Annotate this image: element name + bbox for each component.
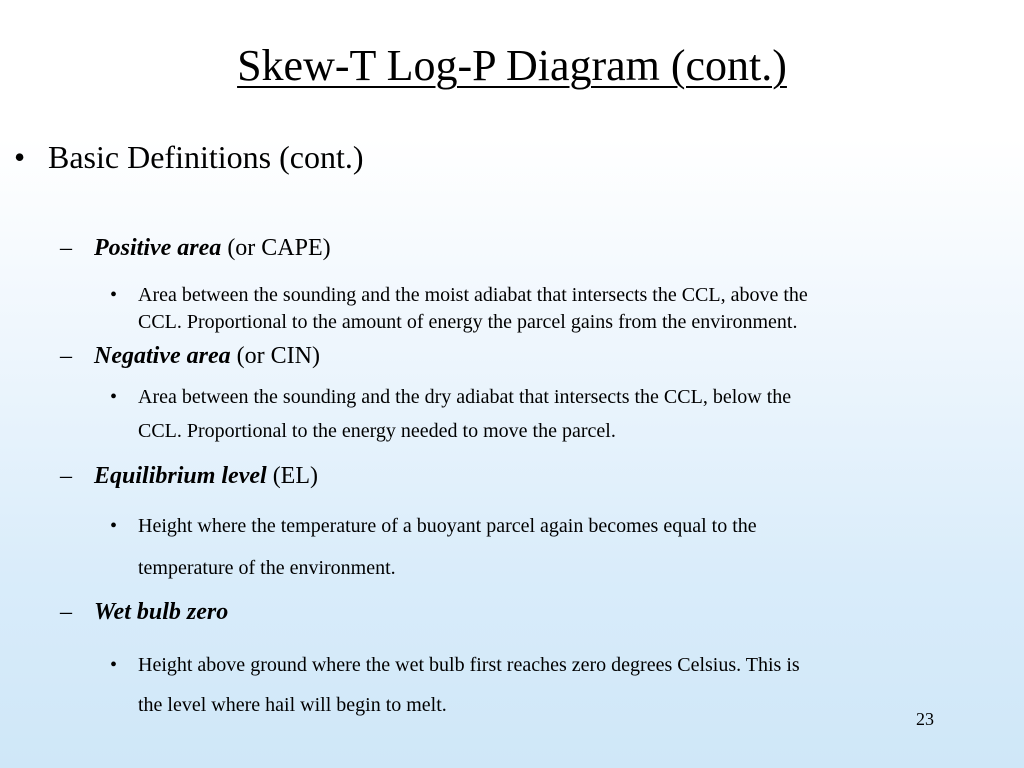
description-line: CCL. Proportional to the amount of energy the parcel gains from the environment.: [138, 311, 798, 333]
definition-negative-area: [60, 341, 320, 371]
term-suffix: (EL): [272, 463, 318, 489]
term-positive-area: Positive area: [94, 235, 222, 261]
term-suffix: (or CIN): [236, 343, 320, 369]
description-positive-area: [110, 282, 990, 336]
description-line: temperature of the environment.: [138, 557, 396, 579]
description-negative-area: [110, 380, 990, 448]
description-line: Height above ground where the wet bulb first reaches zero degrees Celsius. This is: [138, 654, 800, 676]
dash-marker: –: [60, 343, 72, 369]
description-line: Area between the sounding and the dry adiabat that intersects the CCL, below the: [138, 386, 792, 408]
sub-bullet-marker: •: [110, 284, 118, 306]
definition-wet-bulb-zero: [60, 597, 228, 627]
dash-marker: –: [60, 235, 72, 261]
term-equilibrium-level: Equilibrium level: [94, 463, 267, 489]
sub-bullet-marker: •: [110, 654, 118, 676]
definition-positive-area: [60, 233, 331, 263]
main-bullet: [14, 137, 363, 177]
sub-bullet-marker: •: [110, 386, 118, 408]
description-line: Area between the sounding and the moist adiabat that intersects the CCL, above the: [138, 284, 808, 306]
description-line: Height where the temperature of a buoyant parcel again becomes equal to the: [138, 515, 757, 537]
description-equilibrium-level: [110, 505, 990, 589]
description-line: the level where hail will begin to melt.: [138, 694, 447, 716]
dash-marker: –: [60, 599, 72, 625]
main-bullet-text: Basic Definitions (cont.): [48, 139, 364, 175]
slide-title: [0, 40, 1024, 92]
sub-bullet-marker: •: [110, 515, 118, 537]
description-line: CCL. Proportional to the energy needed to move the parcel.: [138, 420, 616, 442]
dash-marker: –: [60, 463, 72, 489]
definition-equilibrium-level: [60, 461, 318, 491]
slide-title-text: Skew-T Log-P Diagram (cont.): [237, 41, 787, 90]
main-bullet-marker: •: [14, 139, 26, 175]
description-wet-bulb-zero: [110, 645, 990, 729]
page-number: 23: [916, 709, 934, 729]
term-wet-bulb-zero: Wet bulb zero: [94, 599, 229, 625]
term-suffix: (or CAPE): [227, 235, 331, 261]
term-negative-area: Negative area: [94, 343, 231, 369]
